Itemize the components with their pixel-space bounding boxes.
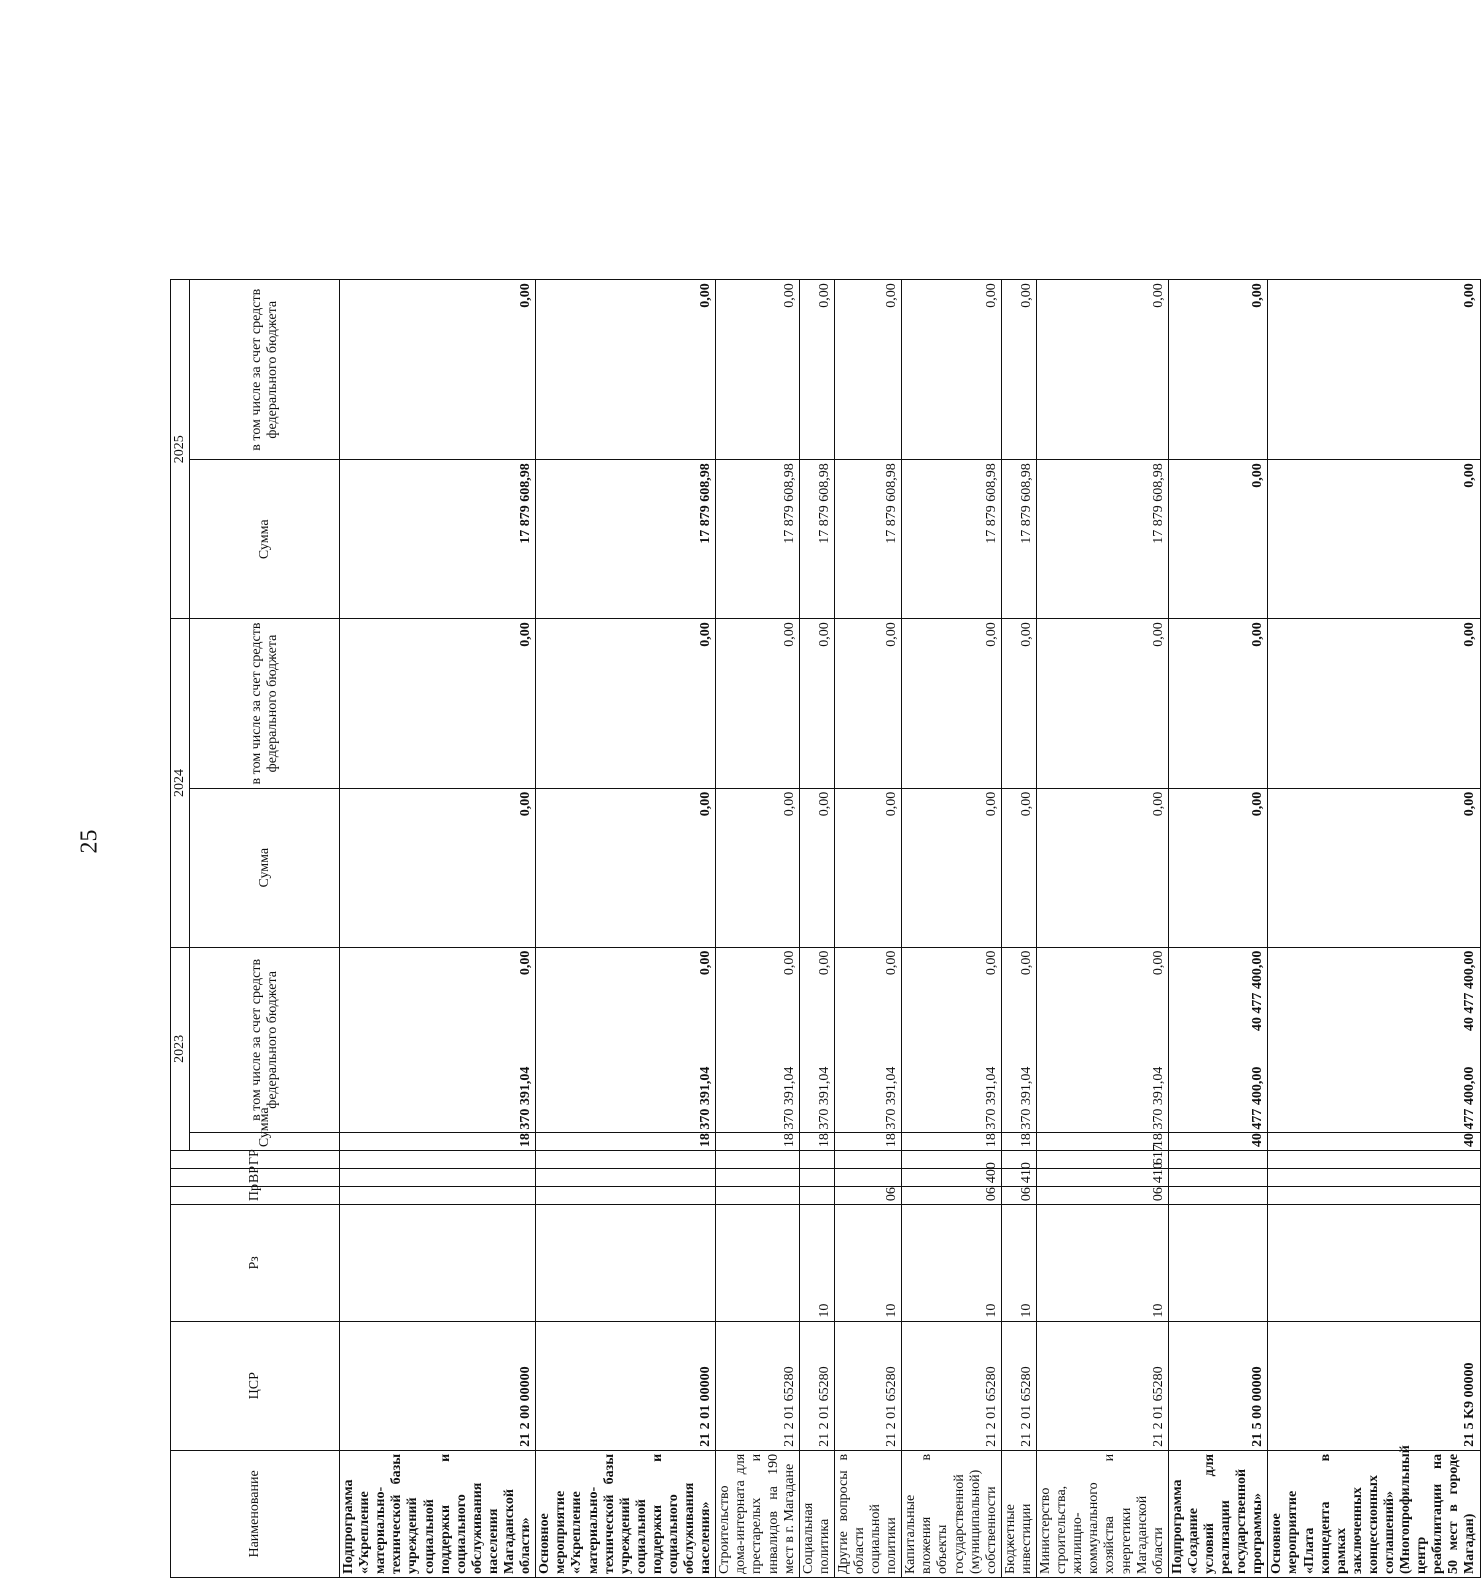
- cell-csr: 21 2 01 65280: [716, 1321, 799, 1450]
- cell-f2025: 0,00: [716, 280, 799, 460]
- cell-pr: 06: [1037, 1187, 1169, 1205]
- cell-s2024: 0,00: [1268, 788, 1480, 947]
- cell-csr: 21 2 00 00000: [340, 1321, 536, 1450]
- cell-gr: [340, 1151, 536, 1169]
- cell-vr: 410: [1001, 1169, 1036, 1187]
- cell-rz: [536, 1205, 716, 1322]
- cell-f2025: 0,00: [340, 280, 536, 460]
- cell-pr: [536, 1187, 716, 1205]
- cell-s2025: 17 879 608,98: [834, 460, 901, 619]
- cell-csr: 21 2 01 65280: [1001, 1321, 1036, 1450]
- cell-gr: [834, 1151, 901, 1169]
- cell-s2025: 17 879 608,98: [1001, 460, 1036, 619]
- cell-name: Другие вопросы в области социальной политики: [834, 1450, 901, 1577]
- cell-vr: [536, 1169, 716, 1187]
- cell-vr: [834, 1169, 901, 1187]
- cell-s2023: 18 370 391,04: [834, 1133, 901, 1151]
- header-year-2023: 2023: [171, 947, 190, 1150]
- cell-gr: 617: [1037, 1151, 1169, 1169]
- cell-csr: 21 5 K9 00000: [1268, 1321, 1480, 1450]
- cell-csr: 21 2 01 65280: [1037, 1321, 1169, 1450]
- header-rz: Рз: [171, 1205, 340, 1322]
- cell-s2025: 17 879 608,98: [1037, 460, 1169, 619]
- cell-f2025: 0,00: [834, 280, 901, 460]
- cell-pr: [1168, 1187, 1268, 1205]
- cell-csr: 21 2 01 65280: [834, 1321, 901, 1450]
- header-year-2024: 2024: [171, 619, 190, 947]
- cell-name: Подпрограмма «Укрепление материально-технической базы учреждений социальной поддержки и социального обслуживания населения Магаданской области»: [340, 1450, 536, 1577]
- table-body: [340, 119, 1480, 1578]
- cell-f2023: 40 477 400,00: [1268, 947, 1480, 1132]
- cell-s2025: 17 879 608,98: [340, 460, 536, 619]
- cell-rz: 10: [834, 1205, 901, 1322]
- cell-vr: 400: [902, 1169, 1002, 1187]
- table-row: [716, 119, 799, 1578]
- cell-s2023: 40 477 400,00: [1168, 1133, 1268, 1151]
- cell-f2025: 0,00: [1001, 280, 1036, 460]
- cell-gr: [536, 1151, 716, 1169]
- header-sum-2025: Сумма: [190, 460, 340, 619]
- header-vr: ВР: [171, 1169, 340, 1187]
- cell-name: Капитальные вложения в объекты государственной (муниципальной) собственности: [902, 1450, 1002, 1577]
- page-number: 25: [76, 829, 103, 854]
- cell-name: Социальная политика: [799, 1450, 834, 1577]
- header-name: Наименование: [171, 1450, 340, 1577]
- cell-f2025: 0,00: [799, 280, 834, 460]
- cell-vr: [799, 1169, 834, 1187]
- cell-s2024: 0,00: [799, 788, 834, 947]
- cell-rz: 10: [1037, 1205, 1169, 1322]
- cell-f2025: 0,00: [536, 280, 716, 460]
- cell-rz: 10: [1001, 1205, 1036, 1322]
- header-sum-2023: Сумма: [190, 1133, 340, 1151]
- cell-f2023: 0,00: [536, 947, 716, 1132]
- header-federal-2025: в том числе за счет средств федерального бюджета: [190, 280, 340, 460]
- cell-s2023: 18 370 391,04: [536, 1133, 716, 1151]
- cell-csr: 21 2 01 65280: [902, 1321, 1002, 1450]
- cell-s2023: 18 370 391,04: [799, 1133, 834, 1151]
- cell-name: Министерство строительства, жилищно-коммунального хозяйства и энергетики Магаданской области: [1037, 1450, 1169, 1577]
- cell-f2023: 0,00: [340, 947, 536, 1132]
- cell-s2025: 17 879 608,98: [902, 460, 1002, 619]
- cell-f2023: 40 477 400,00: [1168, 947, 1268, 1132]
- cell-s2024: 0,00: [834, 788, 901, 947]
- cell-pr: 06: [902, 1187, 1002, 1205]
- table-row: [1001, 119, 1036, 1578]
- header-sum-2024: Сумма: [190, 788, 340, 947]
- header-pr: Пр: [171, 1187, 340, 1205]
- cell-name: Строительство дома-интерната для престарелых и инвалидов на 190 мест в г. Магадане: [716, 1450, 799, 1577]
- cell-s2023: 18 370 391,04: [716, 1133, 799, 1151]
- cell-name: Бюджетные инвестиции: [1001, 1450, 1036, 1577]
- table-row: [799, 119, 834, 1578]
- cell-f2023: 0,00: [716, 947, 799, 1132]
- cell-s2023: 18 370 391,04: [902, 1133, 1002, 1151]
- cell-rz: [340, 1205, 536, 1322]
- cell-pr: 06: [834, 1187, 901, 1205]
- table-row: [1268, 119, 1480, 1578]
- cell-f2023: 0,00: [1001, 947, 1036, 1132]
- header-gr: ГР: [171, 1151, 340, 1169]
- cell-rz: 10: [799, 1205, 834, 1322]
- cell-pr: [799, 1187, 834, 1205]
- cell-f2024: 0,00: [1001, 619, 1036, 789]
- cell-csr: 21 5 00 00000: [1168, 1321, 1268, 1450]
- cell-gr: [1168, 1151, 1268, 1169]
- header-year-2025: 2025: [171, 280, 190, 619]
- cell-csr: 21 2 01 00000: [536, 1321, 716, 1450]
- cell-rz: [1168, 1205, 1268, 1322]
- cell-f2023: 0,00: [902, 947, 1002, 1132]
- cell-f2024: 0,00: [834, 619, 901, 789]
- cell-rz: 10: [902, 1205, 1002, 1322]
- table-row: [1037, 119, 1169, 1578]
- cell-vr: [1168, 1169, 1268, 1187]
- cell-s2023: 40 477 400,00: [1268, 1133, 1480, 1151]
- cell-f2024: 0,00: [1037, 619, 1169, 789]
- cell-s2025: 17 879 608,98: [536, 460, 716, 619]
- table-row: [1168, 119, 1268, 1578]
- cell-f2024: 0,00: [716, 619, 799, 789]
- cell-gr: [716, 1151, 799, 1169]
- cell-f2024: 0,00: [536, 619, 716, 789]
- cell-f2024: 0,00: [1268, 619, 1480, 789]
- cell-s2024: 0,00: [536, 788, 716, 947]
- cell-pr: [1268, 1187, 1480, 1205]
- cell-name: Основное мероприятие «Укрепление материально-технической базы учреждений социальной поддержки и социального обслуживания населения»: [536, 1450, 716, 1577]
- cell-pr: 06: [1001, 1187, 1036, 1205]
- cell-f2025: 0,00: [1268, 280, 1480, 460]
- cell-s2024: 0,00: [1168, 788, 1268, 947]
- cell-s2025: 0,00: [1268, 460, 1480, 619]
- cell-f2024: 0,00: [902, 619, 1002, 789]
- header-federal-2024: в том числе за счет средств федерального бюджета: [190, 619, 340, 789]
- cell-s2025: 17 879 608,98: [716, 460, 799, 619]
- cell-s2024: 0,00: [716, 788, 799, 947]
- cell-vr: 410: [1037, 1169, 1169, 1187]
- cell-s2023: 18 370 391,04: [1037, 1133, 1169, 1151]
- cell-rz: [1268, 1205, 1480, 1322]
- cell-s2024: 0,00: [1001, 788, 1036, 947]
- cell-s2024: 0,00: [902, 788, 1002, 947]
- cell-rz: [716, 1205, 799, 1322]
- budget-table: [170, 118, 1481, 1578]
- cell-s2023: 18 370 391,04: [1001, 1133, 1036, 1151]
- cell-name: Подпрограмма «Создание условий для реализации государственной программы»: [1168, 1450, 1268, 1577]
- header-csr: ЦСР: [171, 1321, 340, 1450]
- cell-pr: [340, 1187, 536, 1205]
- cell-f2024: 0,00: [1168, 619, 1268, 789]
- cell-s2025: 0,00: [1168, 460, 1268, 619]
- table-row: [834, 119, 901, 1578]
- table-row: [902, 119, 1002, 1578]
- cell-f2024: 0,00: [799, 619, 834, 789]
- rotated-table-wrapper: [170, 118, 1478, 1578]
- cell-gr: [799, 1151, 834, 1169]
- cell-vr: [340, 1169, 536, 1187]
- cell-f2023: 0,00: [834, 947, 901, 1132]
- cell-name: Основное мероприятие «Плата концедента в рамках заключенных концессионных соглашений» (Многопрофильный центр реабилитации на 50 мест в городе Магадан): [1268, 1450, 1480, 1577]
- cell-pr: [716, 1187, 799, 1205]
- cell-f2023: 0,00: [1037, 947, 1169, 1132]
- cell-f2023: 0,00: [799, 947, 834, 1132]
- cell-csr: 21 2 01 65280: [799, 1321, 834, 1450]
- cell-vr: [1268, 1169, 1480, 1187]
- cell-f2025: 0,00: [1168, 280, 1268, 460]
- cell-s2024: 0,00: [1037, 788, 1169, 947]
- cell-vr: [716, 1169, 799, 1187]
- cell-s2023: 18 370 391,04: [340, 1133, 536, 1151]
- cell-f2025: 0,00: [1037, 280, 1169, 460]
- cell-s2024: 0,00: [340, 788, 536, 947]
- table-row: [340, 119, 536, 1578]
- header-federal-2023: в том числе за счет средств федерального бюджета: [190, 947, 340, 1132]
- table-row: [536, 119, 716, 1578]
- cell-s2025: 17 879 608,98: [799, 460, 834, 619]
- cell-f2025: 0,00: [902, 280, 1002, 460]
- cell-f2024: 0,00: [340, 619, 536, 789]
- cell-gr: [1268, 1151, 1480, 1169]
